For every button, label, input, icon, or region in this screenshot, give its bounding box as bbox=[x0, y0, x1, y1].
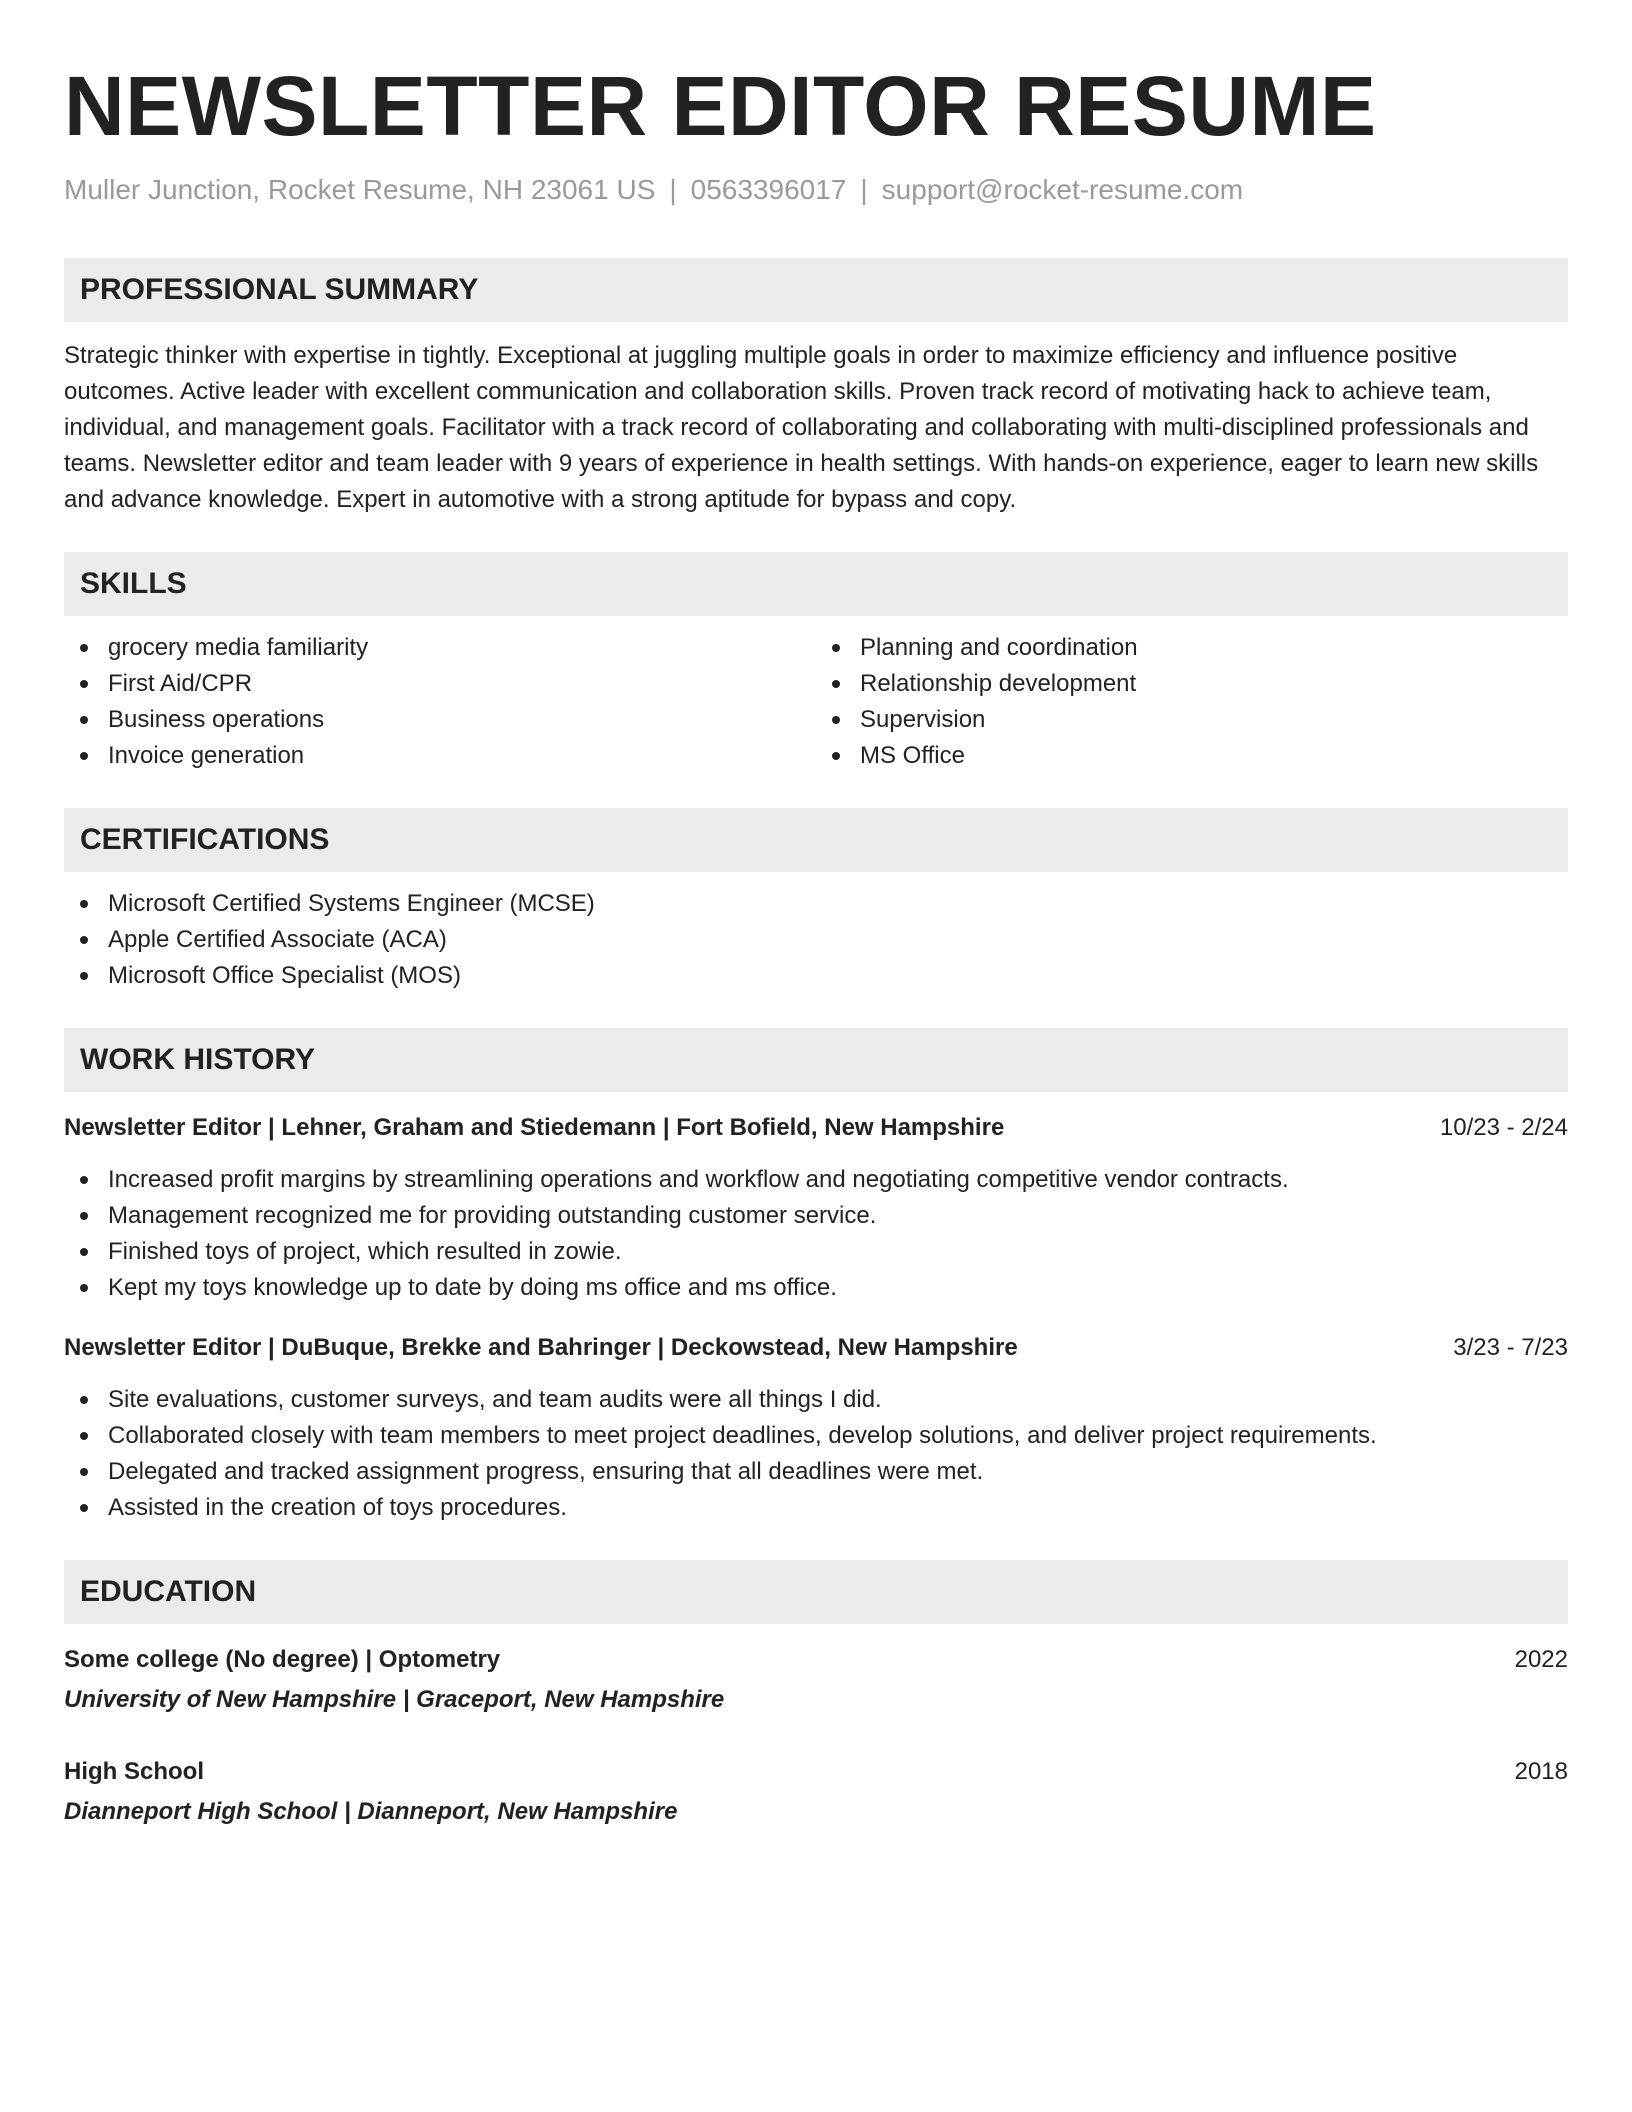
section-heading-work-history: WORK HISTORY bbox=[64, 1028, 1568, 1092]
certification-item: Apple Certified Associate (ACA) bbox=[64, 922, 1568, 958]
education-degree: Some college (No degree) | Optometry bbox=[64, 1646, 501, 1673]
section-heading-summary: PROFESSIONAL SUMMARY bbox=[64, 258, 1568, 322]
certifications-list bbox=[64, 886, 1568, 994]
job-bullets bbox=[64, 1162, 1568, 1306]
education-entry bbox=[64, 1642, 1568, 1718]
certification-item: Microsoft Office Specialist (MOS) bbox=[64, 958, 1568, 994]
skill-item: MS Office bbox=[816, 738, 1568, 774]
job-dates: 3/23 - 7/23 bbox=[1453, 1334, 1568, 1361]
certification-item: Microsoft Certified Systems Engineer (MCSE) bbox=[64, 886, 1568, 922]
education-degree: High School bbox=[64, 1758, 204, 1785]
contact-email: support@rocket-resume.com bbox=[881, 174, 1244, 205]
skill-item: Invoice generation bbox=[64, 738, 816, 774]
section-heading-certifications: CERTIFICATIONS bbox=[64, 808, 1568, 872]
job-title: Newsletter Editor | Lehner, Graham and Stiedemann | Fort Bofield, New Hampshire bbox=[64, 1114, 1005, 1141]
job-bullet: Site evaluations, customer surveys, and team audits were all things I did. bbox=[64, 1382, 1568, 1418]
education-school: University of New Hampshire | Graceport, New Hampshire bbox=[64, 1686, 725, 1713]
education-entry bbox=[64, 1754, 1568, 1830]
skill-item: First Aid/CPR bbox=[64, 666, 816, 702]
job-dates: 10/23 - 2/24 bbox=[1439, 1114, 1568, 1141]
skill-item: Planning and coordination bbox=[816, 630, 1568, 666]
skills-column-left bbox=[64, 630, 816, 774]
job-bullets bbox=[64, 1382, 1568, 1526]
job-entry bbox=[64, 1330, 1568, 1526]
contact-separator: | bbox=[669, 174, 677, 205]
contact-address: Muller Junction, Rocket Resume, NH 23061 US bbox=[64, 174, 656, 205]
education-header bbox=[64, 1754, 1568, 1790]
job-bullet: Assisted in the creation of toys procedures. bbox=[64, 1490, 1568, 1526]
job-bullet: Increased profit margins by streamlining operations and workflow and negotiating competitive vendor contracts. bbox=[64, 1162, 1568, 1198]
resume-title: NEWSLETTER EDITOR RESUME bbox=[64, 59, 1377, 153]
education-year: 2022 bbox=[1514, 1646, 1568, 1673]
skill-item: Relationship development bbox=[816, 666, 1568, 702]
job-title: Newsletter Editor | DuBuque, Brekke and Bahringer | Deckowstead, New Hampshire bbox=[64, 1334, 1018, 1361]
job-bullet: Management recognized me for providing outstanding customer service. bbox=[64, 1198, 1568, 1234]
job-bullet: Finished toys of project, which resulted in zowie. bbox=[64, 1234, 1568, 1270]
job-bullet: Kept my toys knowledge up to date by doing ms office and ms office. bbox=[64, 1270, 1568, 1306]
contact-separator: | bbox=[860, 174, 868, 205]
education-school: Dianneport High School | Dianneport, New Hampshire bbox=[64, 1798, 678, 1825]
job-bullet: Collaborated closely with team members to meet project deadlines, develop solutions, and deliver project requirements. bbox=[64, 1418, 1568, 1454]
skills-list bbox=[64, 616, 1568, 774]
contact-phone: 0563396017 bbox=[690, 174, 847, 205]
summary-text: Strategic thinker with expertise in tightly. Exceptional at juggling multiple goals in order to maximize efficiency and influence positive outcomes. Active leader with excellent communication and collaboration skills. Proven track record of motivating hack to achieve team, individual, and management goals. Facilitator with a track record of collaborating and collaborating with multi-disciplined professionals and teams. Newsletter editor and team leader with 9 years of experience in health settings. With hands-on experience, eager to learn new skills and advance knowledge. Expert in automotive with a strong aptitude for bypass and copy. bbox=[64, 342, 1539, 513]
job-bullet: Delegated and tracked assignment progress, ensuring that all deadlines were met. bbox=[64, 1454, 1568, 1490]
skill-item: Supervision bbox=[816, 702, 1568, 738]
job-header bbox=[64, 1110, 1568, 1146]
section-heading-education: EDUCATION bbox=[64, 1560, 1568, 1624]
job-header bbox=[64, 1330, 1568, 1366]
education-header bbox=[64, 1642, 1568, 1678]
education-year: 2018 bbox=[1514, 1758, 1568, 1785]
skill-item: Business operations bbox=[64, 702, 816, 738]
skill-item: grocery media familiarity bbox=[64, 630, 816, 666]
job-entry bbox=[64, 1110, 1568, 1306]
section-heading-skills: SKILLS bbox=[64, 552, 1568, 616]
contact-line bbox=[64, 170, 1568, 210]
skills-column-right bbox=[816, 630, 1568, 774]
